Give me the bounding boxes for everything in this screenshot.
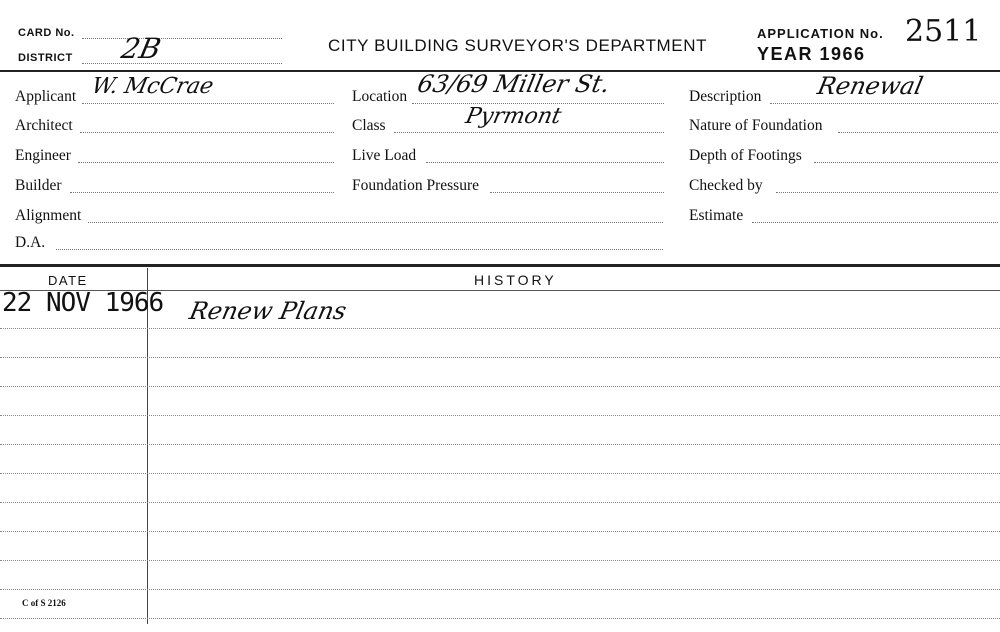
estimate-label: Estimate bbox=[689, 207, 744, 224]
year-label: YEAR 1966 bbox=[757, 44, 866, 64]
application-no-label: APPLICATION No. bbox=[757, 26, 884, 41]
description-label: Description bbox=[689, 88, 762, 105]
location-label: Location bbox=[352, 88, 408, 105]
history-row-line bbox=[0, 560, 1000, 561]
nature-of-foundation-label: Nature of Foundation bbox=[689, 117, 823, 134]
history-row-line bbox=[0, 357, 1000, 358]
estimate-line bbox=[752, 222, 998, 223]
history-text-1: Renew Plans bbox=[187, 297, 349, 325]
form-code: C of S 2126 bbox=[22, 598, 66, 608]
depth-of-footings-label: Depth of Footings bbox=[689, 147, 802, 164]
architect-label: Architect bbox=[15, 117, 73, 134]
date-column-divider bbox=[147, 268, 148, 624]
history-header: HISTORY bbox=[474, 272, 557, 288]
da-line bbox=[56, 249, 663, 250]
engineer-line bbox=[78, 162, 334, 163]
description-line bbox=[770, 103, 998, 104]
history-row-line bbox=[0, 618, 1000, 619]
district-label: DISTRICT bbox=[18, 52, 73, 64]
checked-by-line bbox=[776, 192, 998, 193]
builder-line bbox=[70, 192, 334, 193]
nature-of-foundation-line bbox=[838, 132, 998, 133]
checked-by-label: Checked by bbox=[689, 177, 763, 194]
architect-line bbox=[80, 132, 334, 133]
history-rule bbox=[0, 264, 1000, 267]
foundation-pressure-line bbox=[490, 192, 664, 193]
location-value: 63/69 Miller St. bbox=[415, 70, 613, 98]
application-no-value: 2511 bbox=[905, 14, 982, 49]
history-row-line bbox=[0, 328, 1000, 329]
foundation-pressure-label: Foundation Pressure bbox=[352, 177, 480, 194]
date-header: DATE bbox=[48, 273, 88, 288]
alignment-label: Alignment bbox=[15, 207, 82, 224]
history-row-line bbox=[0, 415, 1000, 416]
history-row-line bbox=[0, 386, 1000, 387]
history-row-line bbox=[0, 502, 1000, 503]
builder-label: Builder bbox=[15, 177, 62, 194]
history-row-line bbox=[0, 444, 1000, 445]
live-load-label: Live Load bbox=[352, 147, 417, 164]
class-line bbox=[394, 132, 664, 133]
history-row-line bbox=[0, 589, 1000, 590]
district-value: 2B bbox=[118, 32, 164, 65]
applicant-line bbox=[82, 103, 334, 104]
card-no-label: CARD No. bbox=[18, 27, 75, 39]
applicant-label: Applicant bbox=[15, 88, 77, 105]
depth-of-footings-line bbox=[814, 162, 998, 163]
history-row-line bbox=[0, 473, 1000, 474]
da-label: D.A. bbox=[15, 234, 46, 251]
history-row-line bbox=[0, 531, 1000, 532]
applicant-value: W. McCrae bbox=[89, 74, 216, 99]
live-load-line bbox=[426, 162, 664, 163]
alignment-line bbox=[88, 222, 663, 223]
department-title: CITY BUILDING SURVEYOR'S DEPARTMENT bbox=[328, 36, 708, 55]
description-value: Renewal bbox=[815, 72, 926, 100]
history-date-1: 22 NOV 1966 bbox=[2, 288, 164, 318]
engineer-label: Engineer bbox=[15, 147, 71, 164]
district-line bbox=[82, 63, 282, 64]
location-value-2: Pyrmont bbox=[463, 104, 564, 129]
card-no-line bbox=[82, 38, 282, 39]
class-label: Class bbox=[352, 117, 386, 134]
